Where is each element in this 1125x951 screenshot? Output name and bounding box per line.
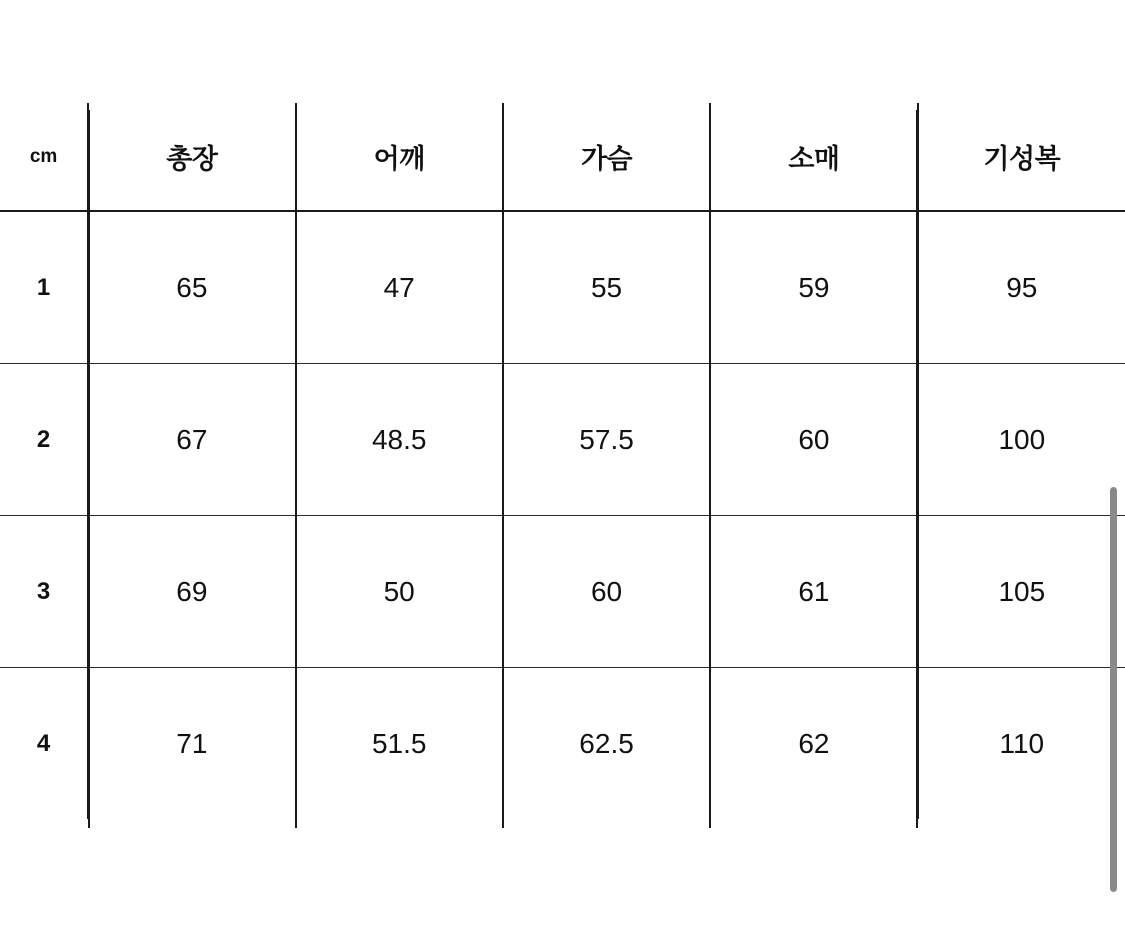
table-header-row [0, 103, 1125, 211]
cell-0-0: 65 [88, 211, 295, 364]
row-label-0: 1 [0, 211, 88, 364]
cell-3-2: 62.5 [503, 668, 710, 820]
column-divider-2 [295, 110, 297, 828]
cell-2-0: 69 [88, 516, 295, 668]
cell-0-4: 95 [918, 211, 1125, 364]
cell-0-2: 55 [503, 211, 710, 364]
page-scrollbar-thumb[interactable] [1110, 487, 1117, 892]
column-header-3: 소매 [710, 103, 917, 211]
cell-1-4: 100 [918, 364, 1125, 516]
cell-3-4: 110 [918, 668, 1125, 820]
row-label-3: 4 [36, 729, 51, 757]
row-label-1: 2 [0, 364, 88, 516]
size-chart-table-container [0, 103, 1125, 819]
cell-1-0: 67 [88, 364, 295, 516]
column-divider-1 [88, 110, 90, 828]
table-row [0, 364, 1125, 516]
cell-0-1: 47 [296, 211, 503, 364]
table-row [0, 668, 1125, 820]
column-header-1: 어깨 [296, 103, 503, 211]
column-header-0: 총장 [88, 103, 295, 211]
table-row [0, 516, 1125, 668]
cell-1-3: 60 [710, 364, 917, 516]
cell-2-1: 50 [296, 516, 503, 668]
cell-2-2: 60 [503, 516, 710, 668]
column-divider-3 [502, 110, 504, 828]
column-header-4: 기성복 [918, 103, 1125, 211]
column-divider-4 [709, 110, 711, 828]
unit-label-cell: cm [0, 103, 88, 211]
cell-3-3: 62 [710, 668, 917, 820]
cell-3-1: 51.5 [296, 668, 503, 820]
row-label-2: 3 [0, 516, 88, 668]
table-row [0, 211, 1125, 364]
cell-1-2: 57.5 [503, 364, 710, 516]
page-scrollbar-track[interactable] [1113, 0, 1121, 951]
cell-2-3: 61 [710, 516, 917, 668]
cell-1-1: 48.5 [296, 364, 503, 516]
cell-2-4: 105 [918, 516, 1125, 668]
cell-0-3: 59 [710, 211, 917, 364]
cell-3-0: 71 [88, 668, 295, 820]
size-chart-table [0, 103, 1125, 819]
column-divider-5 [916, 110, 918, 828]
column-header-2: 가슴 [503, 103, 710, 211]
